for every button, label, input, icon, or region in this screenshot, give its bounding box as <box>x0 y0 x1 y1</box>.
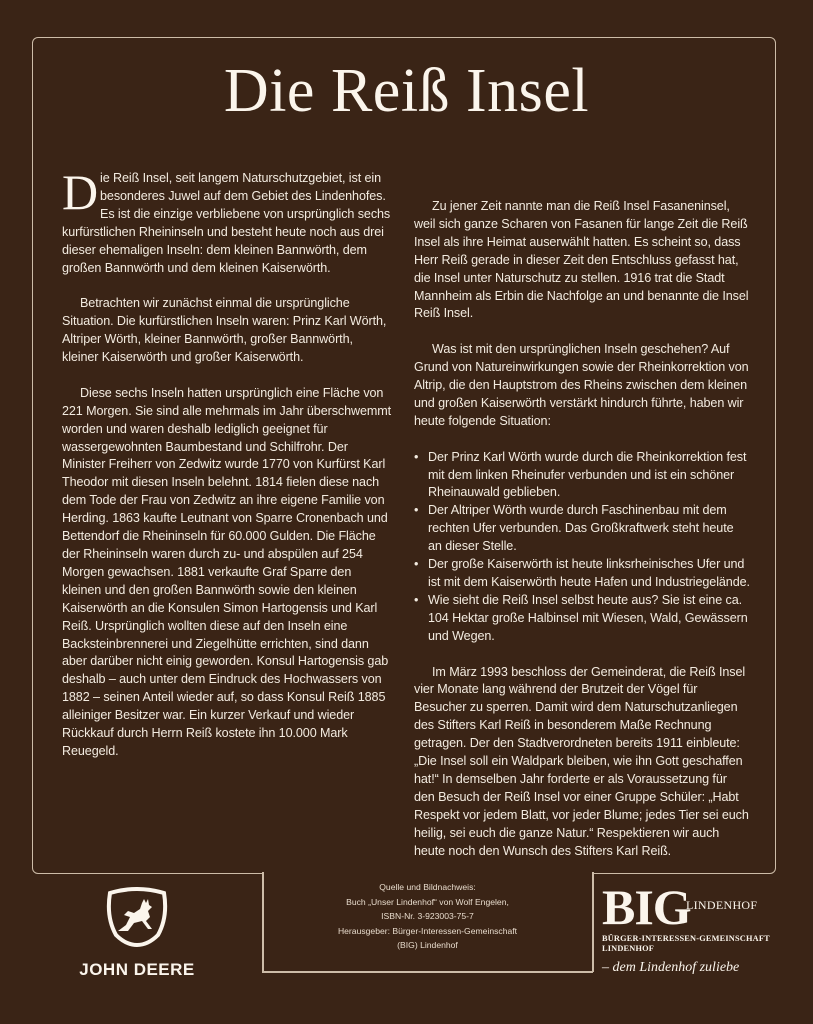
big-tagline: – dem Lindenhof zuliebe <box>602 960 740 975</box>
list-item: • Der große Kaiserwörth ist heute linksrheinisches Ufer und ist mit dem Kaiserwörth heute Hafen und Industriegelände. <box>414 556 750 592</box>
drop-cap: D <box>62 164 99 220</box>
intro-paragraph <box>62 164 392 277</box>
page-title: Die Reiß Insel <box>223 57 590 125</box>
source-credits <box>262 880 593 953</box>
source-heading: Quelle und Bildnachweis: <box>379 882 476 892</box>
big-superscript: LINDENHOF <box>686 898 758 912</box>
paragraph-fasaneninsel: Zu jener Zeit nannte man die Reiß Insel Fasaneninsel, weil sich ganze Scharen von Fasanen für lange Zeit die Reiß Insel als ihre Heimat auserwählt hatten. Es scheint so, dass Herr Reiß gerade in dieser Zeit den Entschluss gefasst hat, die Insel unter Naturschutz zu stellen. 1916 trat die Stadt Mannheim als Erbin die Nachfolge an und benannte die Insel Reiß Insel. <box>414 199 749 321</box>
islands-list <box>414 449 750 646</box>
big-subtitle-2: LINDENHOF <box>602 944 655 953</box>
frame-divider-bottom <box>262 971 593 973</box>
big-lindenhof-logo <box>602 879 782 976</box>
paragraph-1993: Im März 1993 beschloss der Gemeinderat, die Reiß Insel vier Monate lang während der Brutzeit der Vögel für Besucher zu sperren. Damit wird dem Naturschutzanliegen des Stifters Karl Reiß in besonderem Maße Rechnung getragen. Der den Stadtverordneten bereits 1911 einbleute: „Die Insel soll ein Waldpark bleiben, wie ihn Gott geschaffen hat!“ In demselben Jahr forderte er als Voraussetzung für den Besuch der Reiß Insel vor einer Gruppe Schüler: „Habt Respekt vor jedem Blatt, vor jeder Blume; jedes Tier sei euch heilig, sei euch die ganze Natur.“ Respektieren wir auch heute noch den Wunsch des Stifters Karl Reiß. <box>414 664 749 858</box>
leaping-deer-icon <box>104 887 170 947</box>
list-item: • Wie sieht die Reiß Insel selbst heute aus? Sie ist eine ca. 104 Hektar große Halbinsel mit Wiesen, Wald, Gewässern und Wegen. <box>414 592 750 646</box>
paragraph-history: Diese sechs Inseln hatten ursprünglich eine Fläche von 221 Morgen. Sie sind alle mehrmals im Jahr überschwemmt worden und waren deshalb lediglich geeignet für wassergewohnten Baumbestand und Schilfrohr. Der Minister Freiherr von Zedwitz wurde 1770 von Kurfürst Karl Theodor mit diesen Inseln belehnt. 1814 fielen diese nach dem Tode der Frau von Zedwitz an ihre eigene Familie von Herding. 1863 kaufte Leutnant von Sparre Cronenbach und Bettendorf die Rheininseln für 60.000 Gulden. Die Fläche der Rheininseln waren durch zu- und abspülen auf 254 Morgen gewachsen. 1881 verkaufte Graf Sparre den kleinen und den großen Bannwörth sowie den kleinen Kaiserwörth an die Konsulen Simon Hartogensis und Karl Reiß. Ursprünglich wollten diese auf den Inseln eine Backsteinbrennerei und Ziegelhütte errichten, sind dann aber darüber nicht einig geworden. Konsul Hartogensis gab deshalb – auch unter dem Eindruck des Hochwassers von 1882 – seinen Anteil wieder auf, so dass Konsul Reiß 1885 alleiniger Besitzer war. Ein kurzer Verkauf und wieder Rückkauf durch Herrn Reiß kostete ihn 10.000 Mark Reuegeld. <box>62 385 392 758</box>
john-deere-logo <box>62 887 212 980</box>
big-wordmark: BIG <box>602 879 691 935</box>
list-item: • Der Prinz Karl Wörth wurde durch die Rheinkorrektion fest mit dem linken Rheinufer verbunden und ist ein schöner Rheinauwald geblieben. <box>414 449 750 503</box>
paragraph-what-happened: Was ist mit den ursprünglichen Inseln geschehen? Auf Grund von Natureinwirkungen sowie der Rheinkorrektion von Altrip, die den Hauptstrom des Rheins zwischen dem kleinen und großen Kaiserwörth verstärkt hindurch führte, haben wir heute folgende Situation: <box>414 342 749 428</box>
intro-text: ie Reiß Insel, seit langem Naturschutzgebiet, ist ein besonderes Juwel auf dem Gebiet des Lindenhofes. Es ist die einzige verbliebene von ursprünglich sechs kurfürstlichen Rheininseln und besteht heute noch aus drei dieser ehemaligen Inseln: dem kleinen Bannwörth, dem großen Bannwörth und dem kleinen Kaiserwörth. <box>62 171 391 275</box>
paragraph-original-situation: Betrachten wir zunächst einmal die ursprüngliche Situation. Die kurfürstlichen Inseln waren: Prinz Karl Wörth, Altriper Wörth, kleiner Bannwörth, großer Bannwörth, kleiner Kaiserwörth und großer Kaiserwörth. <box>62 296 387 365</box>
source-line: (BIG) Lindenhof <box>397 940 458 951</box>
right-column <box>414 198 750 878</box>
john-deere-label: JOHN DEERE <box>79 960 195 979</box>
source-line: Herausgeber: Bürger-Interessen-Gemeinschaft <box>337 925 518 936</box>
left-column <box>62 164 392 779</box>
big-subtitle: BÜRGER-INTERESSEN-GEMEINSCHAFT <box>602 934 770 943</box>
source-line: Buch „Unser Lindenhof“ von Wolf Engelen, <box>346 896 509 907</box>
list-item: • Der Altriper Wörth wurde durch Faschinenbau mit dem rechten Ufer verbunden. Das Großkraftwerk steht heute an dieser Stelle. <box>414 502 750 556</box>
source-line: ISBN-Nr. 3-923003-75-7 <box>381 911 474 922</box>
